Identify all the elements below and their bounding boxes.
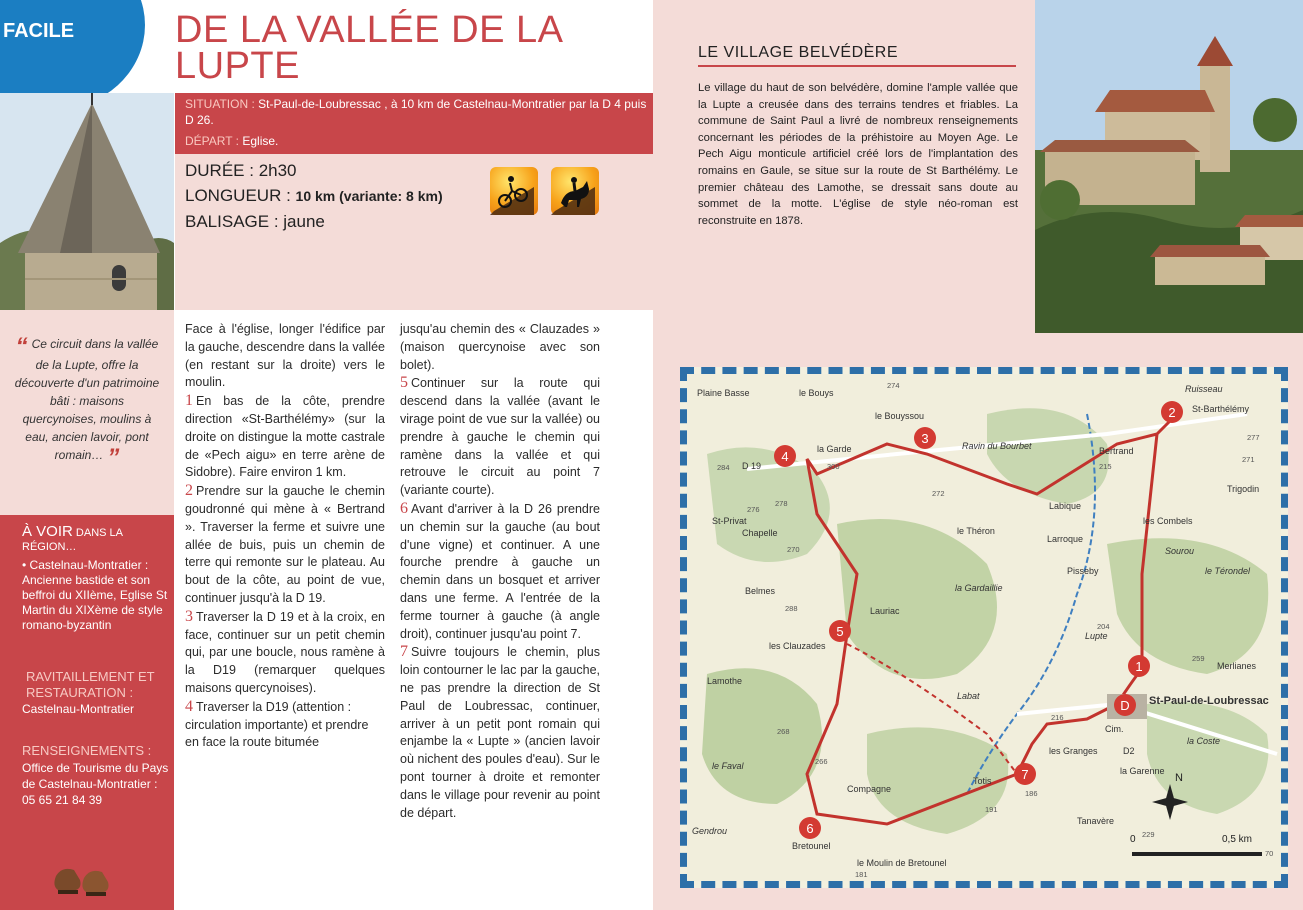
place-label: la Coste bbox=[1187, 736, 1221, 746]
elevation-label: 216 bbox=[1051, 713, 1064, 722]
ravitaillement-text: Castelnau-Montratier bbox=[22, 702, 135, 716]
map-point-6: 6 bbox=[806, 821, 814, 836]
directions-column-1 bbox=[185, 321, 385, 752]
hiking-boots-icon bbox=[52, 862, 116, 898]
place-label: Ravin du Bourbet bbox=[962, 441, 1032, 451]
a-voir-text: • Castelnau-Montratier : Ancienne bastide et son beffroi du XIIème, Eglise St Martin du XIXème de style romano-byzantin bbox=[22, 558, 168, 632]
step-text: En bas de la côte, prendre direction «St-Barthélémy» (sur la droite on distingue la motte castrale de «Pech aigu» en terre arène de Sidobre). Faire environ 1 km. bbox=[185, 394, 385, 480]
place-label: Lupte bbox=[1085, 631, 1108, 641]
map-point-4: 4 bbox=[781, 449, 789, 464]
place-label: D 19 bbox=[742, 461, 762, 471]
village-illustration bbox=[1035, 0, 1303, 333]
step-text: Traverser la D19 (attention : circulation importante) et prendre en face la route bitumée bbox=[185, 699, 369, 750]
step-text: Traverser la D 19 et à la croix, en face, continuer sur un petit chemin qui, par une boucle, nous ramène à la D19 (remarquer quelques maisons quercynoises). bbox=[185, 609, 385, 695]
step-text: Prendre sur la gauche le chemin goudronné qui mène à « Bertrand ». Traverser la ferme et suivre une allée de buis, puis un chemin de terre qui remonte sur le plateau. Au bout de la côte, au point de vue, continuer jusqu'à la D 19. bbox=[185, 484, 385, 605]
place-label: le Moulin de Bretounel bbox=[857, 858, 947, 868]
elevation-label: 274 bbox=[887, 381, 900, 390]
place-label: le Térondel bbox=[1205, 566, 1251, 576]
place-label: les Combels bbox=[1143, 516, 1193, 526]
place-label: Ruisseau bbox=[1185, 384, 1223, 394]
step-1 bbox=[185, 392, 385, 482]
quote-body: Ce circuit dans la vallée de la Lupte, offre la découverte d'un patrimoine bâti : maisons quercynoises, moulins à eau, ancien lavoir, pont romain… bbox=[14, 337, 160, 462]
village-section-title: LE VILLAGE BELVÉDÈRE bbox=[698, 44, 1016, 67]
place-label: le Faval bbox=[712, 761, 744, 771]
step-text: Avant d'arriver à la D 26 prendre un chemin sur la gauche (au bout d'une vigne) et continuer. A une fourche prendre à gauche un chemin dans un bosquet et arriver dans une ferme. A l'entrée de la ferme tourner à gauche (à angle droit), continuer jusqu'au point 7. bbox=[400, 501, 600, 641]
place-label: Gendrou bbox=[692, 826, 728, 836]
situation-text bbox=[185, 96, 647, 128]
map-point-1: 1 bbox=[1135, 659, 1143, 674]
step-text: Continuer sur la route qui descend dans la vallée (avant le virage point de vue sur la vallée) ou prendre à gauche le chemin qui ramène dans la vallée et qui retrouve le circuit au point 7 (variante courte). bbox=[400, 376, 600, 498]
step-number: 5 bbox=[400, 374, 408, 392]
map-point-3: 3 bbox=[921, 431, 929, 446]
place-label: Cim. bbox=[1105, 724, 1124, 734]
route-map-illustration bbox=[687, 374, 1281, 881]
situation-value: St-Paul-de-Loubressac , à 10 km de Castelnau-Montratier par la D 4 puis D 26. bbox=[185, 97, 647, 127]
step-number: 1 bbox=[185, 392, 193, 410]
equestrian-icon bbox=[551, 167, 599, 215]
scale-end: 0,5 km bbox=[1222, 834, 1253, 845]
elevation-label: 229 bbox=[1142, 830, 1155, 839]
place-label: Chapelle bbox=[742, 528, 778, 538]
elevation-label: 278 bbox=[775, 499, 788, 508]
step-text: Suivre toujours le chemin, plus loin contourner le lac par la gauche, ne pas prendre la direction de St Paul de Loubressac, continuer, arriver à un petit pont romain qui enjambe la « Lupte » (ancien lavoir où nichent des poules d'eau). Sur le pont tourner à droite et remonter dans le village pour revenir au point de départ. bbox=[400, 645, 600, 820]
place-label: Lamothe bbox=[707, 676, 743, 686]
elevation-label: 186 bbox=[1025, 789, 1038, 798]
elevation-label: 270 bbox=[787, 545, 800, 554]
elevation-label: 181 bbox=[855, 870, 868, 879]
quote-text bbox=[14, 333, 160, 471]
place-label: Totis bbox=[973, 776, 992, 786]
longueur-value: 10 km (variante: 8 km) bbox=[295, 188, 443, 204]
elevation-label: 191 bbox=[985, 805, 998, 814]
map-point-5: 5 bbox=[836, 624, 844, 639]
map-point-7: 7 bbox=[1021, 767, 1029, 782]
place-label: le Théron bbox=[957, 526, 995, 536]
depart-label: DÉPART : bbox=[185, 134, 243, 148]
place-label: St-Paul-de-Loubressac bbox=[1149, 695, 1269, 707]
compass-north-label: N bbox=[1175, 772, 1183, 784]
a-voir-title-small: DANS LA RÉGION… bbox=[22, 527, 123, 553]
scale-start: 0 bbox=[1130, 834, 1136, 845]
step-number: 2 bbox=[185, 482, 193, 500]
quote-close-mark: ” bbox=[107, 444, 120, 471]
renseignements-text: Office de Tourisme du Pays de Castelnau-Montratier : 05 65 21 84 39 bbox=[22, 761, 169, 807]
place-label: St-Barthélémy bbox=[1192, 404, 1250, 414]
elevation-label: 204 bbox=[1097, 622, 1110, 631]
longueur-label: LONGUEUR : bbox=[185, 186, 296, 205]
step-number: 7 bbox=[400, 643, 408, 661]
step-number: 6 bbox=[400, 499, 408, 517]
longueur-line bbox=[185, 186, 443, 206]
elevation-label: 215 bbox=[1099, 462, 1112, 471]
place-label: D2 bbox=[1123, 746, 1135, 756]
a-voir-title-big: À VOIR bbox=[22, 523, 73, 540]
place-label: Compagne bbox=[847, 784, 892, 794]
renseignements-title: RENSEIGNEMENTS : bbox=[22, 743, 152, 758]
elevation-label: 288 bbox=[785, 604, 798, 613]
place-label: Larroque bbox=[1047, 534, 1084, 544]
intro-paragraph: Face à l'église, longer l'édifice par la gauche, descendre dans la vallée (en restant sur la droite) vers le moulin. bbox=[185, 322, 385, 390]
balisage-line bbox=[185, 212, 325, 232]
village-section-text: Le village du haut de son belvédère, domine l'ample vallée que la Lupte a creusée dans des terrains tendres et friables. La commune de Saint Paul a livré de nombreux renseignements concernant les périodes de la préhistoire au Moyen Age. Le Pech Aigu monticule artificiel créé lors de l'implantation des romains en Gaule, se situe sur la route de St Barthélémy. Le premier château des Lamothe, se dressait sans doute au sommet de la motte. L'église de style néo-roman est reconstruite en 1878. bbox=[698, 82, 1018, 227]
place-label: Tanavère bbox=[1077, 816, 1115, 826]
balisage-value: jaune bbox=[283, 212, 325, 231]
place-label: Merlianes bbox=[1217, 661, 1257, 671]
step-3 bbox=[185, 608, 385, 698]
page-title: DE LA VALLÉE DE LA LUPTE bbox=[175, 9, 562, 87]
elevation-label: 284 bbox=[717, 463, 730, 472]
place-label: Bertrand bbox=[1099, 446, 1134, 456]
a-voir-title bbox=[22, 525, 167, 554]
elevation-label: 268 bbox=[777, 727, 790, 736]
elevation-label: 277 bbox=[1247, 433, 1260, 442]
duree-line bbox=[185, 161, 297, 181]
place-label: le Bouyssou bbox=[875, 411, 925, 421]
vtt-icon bbox=[490, 167, 538, 215]
place-label: la Gardaillie bbox=[955, 583, 1003, 593]
depart-value: Eglise. bbox=[242, 134, 279, 148]
step-5 bbox=[400, 374, 600, 500]
elevation-label: 272 bbox=[932, 489, 945, 498]
place-label: la Garenne bbox=[1120, 766, 1165, 776]
elevation-label: 276 bbox=[747, 505, 760, 514]
route-map bbox=[680, 367, 1288, 888]
step-6 bbox=[400, 500, 600, 643]
elevation-label: 300 bbox=[827, 462, 840, 471]
step-4 bbox=[185, 698, 385, 752]
elevation-label: 259 bbox=[1192, 654, 1205, 663]
village-photo bbox=[1035, 0, 1303, 333]
place-label: les Granges bbox=[1049, 746, 1098, 756]
directions-column-2 bbox=[400, 321, 600, 822]
place-label: Trigodin bbox=[1227, 484, 1260, 494]
place-label: Sourou bbox=[1165, 546, 1195, 556]
place-label: le Bouys bbox=[799, 388, 834, 398]
place-label: Bretounel bbox=[792, 841, 831, 851]
elevation-label: 271 bbox=[1242, 455, 1255, 464]
balisage-label: BALISAGE : bbox=[185, 212, 284, 231]
place-label: Labique bbox=[1049, 501, 1082, 511]
church-tower-illustration bbox=[0, 93, 174, 310]
place-label: Pisseby bbox=[1067, 566, 1099, 576]
step-4-continued: jusqu'au chemin des « Clauzades » (maison quercynoise avec son bolet). bbox=[400, 322, 600, 372]
ravitaillement-title: RAVITAILLEMENT ET RESTAURATION : bbox=[26, 669, 155, 700]
church-tower-photo bbox=[0, 93, 174, 310]
place-label: Lauriac bbox=[870, 606, 900, 616]
duree-value: 2h30 bbox=[258, 161, 297, 180]
elevation-label: 70 bbox=[1265, 849, 1274, 858]
step-2 bbox=[185, 482, 385, 608]
difficulty-label: FACILE bbox=[3, 20, 75, 42]
map-point-2: 2 bbox=[1168, 405, 1176, 420]
place-label: Plaine Basse bbox=[697, 388, 750, 398]
place-label: Belmes bbox=[745, 586, 776, 596]
depart-text bbox=[185, 134, 647, 148]
quote-open-mark: “ bbox=[15, 333, 28, 360]
map-point-depart: D bbox=[1120, 698, 1130, 713]
duree-label: DURÉE : bbox=[185, 161, 259, 180]
place-label: les Clauzades bbox=[769, 641, 826, 651]
situation-label: SITUATION : bbox=[185, 97, 259, 111]
place-label: la Garde bbox=[817, 444, 852, 454]
place-label: St-Privat bbox=[712, 516, 747, 526]
step-7 bbox=[400, 643, 600, 822]
step-number: 4 bbox=[185, 697, 193, 715]
elevation-label: 266 bbox=[815, 757, 828, 766]
place-label: Labat bbox=[957, 691, 980, 701]
step-number: 3 bbox=[185, 607, 193, 625]
